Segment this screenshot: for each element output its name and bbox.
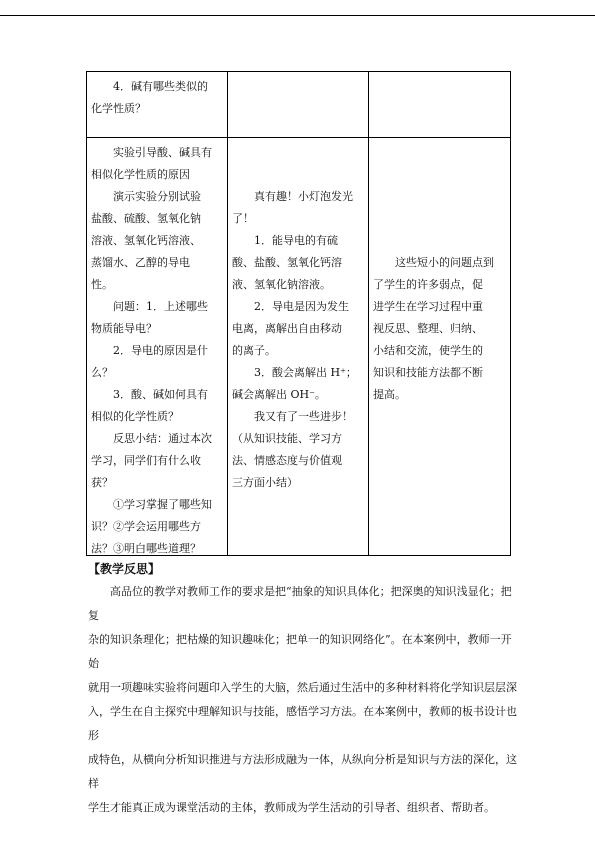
table-border-top (86, 71, 511, 72)
cell-line: 真有趣！小灯泡发光 (254, 190, 353, 203)
table-col-divider-2 (368, 71, 369, 556)
cell-line: 3．酸会离解出 H⁺； (254, 366, 357, 379)
cell-line: 性。 (91, 278, 113, 291)
cell-line: 的离子。 (232, 344, 276, 357)
cell-line: 酸、盐酸、氢氧化钙溶 (232, 256, 342, 269)
cell-line: 我又有了一些进步！ (254, 410, 353, 423)
cell-line: 相似化学性质的原因 (91, 168, 190, 181)
cell-line: 法、情感态度与价值观 (232, 454, 342, 467)
table-border-right (510, 71, 511, 556)
reflection-line: 入，学生在自主探究中理解知识与技能，感悟学习方法。在本案例中，教师的板书设计也形 (88, 705, 517, 742)
cell-line: 3．酸、碱如何具有 (113, 388, 208, 401)
table-row-divider (86, 137, 511, 138)
header-rule (0, 15, 595, 16)
cell-line: 提高。 (373, 388, 406, 401)
cell-line: 了学生的许多弱点，促 (373, 278, 483, 291)
cell-line: 4．碱有哪些类似的 (113, 80, 208, 93)
cell-line: 盐酸、硫酸、氢氧化钠 (91, 212, 201, 225)
row2-col3-cell (373, 252, 506, 406)
cell-line: 1．能导电的有硫 (254, 234, 338, 247)
cell-line: 了！ (232, 212, 254, 225)
reflection-heading: 【教学反思】 (88, 562, 161, 576)
row2-col2-cell (232, 186, 364, 494)
cell-line: 获？ (91, 476, 113, 489)
cell-line: 实验引导酸、碱具有 (113, 146, 212, 159)
cell-line: 法？③明白哪些道理？ (91, 542, 201, 555)
reflection-line: 杂的知识条理化；把枯燥的知识趣味化；把单一的知识网络化”。在本案例中，教师一开始 (88, 633, 512, 670)
cell-line: 进学生在学习过程中重 (373, 300, 483, 313)
cell-line: 物质能导电？ (91, 322, 157, 335)
row2-col1-cell (91, 142, 223, 560)
reflection-line: 学生才能真正成为课堂活动的主体，教师成为学生活动的引导者、组织者、帮助者。 (88, 801, 495, 814)
cell-line: 2．导电是因为发生 (254, 300, 349, 313)
row1-col1-cell (91, 76, 223, 120)
reflection-line: 成特色，从横向分析知识推进与方法形成融为一体，从纵向分析是知识与方法的深化，这样 (88, 753, 517, 790)
cell-line: 识？②学会运用哪些方 (91, 520, 201, 533)
cell-line: 液、氢氧化钠溶液。 (232, 278, 331, 291)
cell-line: 小结和交流，使学生的 (373, 344, 483, 357)
cell-line: 学习，同学们有什么收 (91, 454, 201, 467)
cell-line: 知识和技能方法都不断 (373, 366, 483, 379)
cell-line: 电离，离解出自由移动 (232, 322, 342, 335)
cell-line: 相似的化学性质？ (91, 410, 179, 423)
cell-line: 演示实验分别试验 (113, 190, 201, 203)
cell-line: （从知识技能、学习方 (232, 432, 342, 445)
cell-line: 化学性质？ (91, 102, 146, 115)
cell-line: 三方面小结） (232, 476, 298, 489)
cell-line: 溶液、氢氧化钙溶液、 (91, 234, 201, 247)
cell-line: 2．导电的原因是什 (113, 344, 208, 357)
cell-line: 反思小结：通过本次 (113, 432, 212, 445)
cell-line: 视反思、整理、归纳、 (373, 322, 483, 335)
table-border-left (86, 71, 87, 556)
cell-line: 碱会离解出 OH⁻。 (232, 388, 326, 401)
reflection-line: 高品位的教学对教师工作的要求是把“抽象的知识具体化；把深奥的知识浅显化；把复 (88, 585, 512, 622)
cell-line: 问题：1．上述哪些 (113, 300, 208, 313)
cell-line: 蒸馏水、乙醇的导电 (91, 256, 190, 269)
reflection-body (88, 580, 518, 820)
table-col-divider-1 (227, 71, 228, 556)
cell-line: 么？ (91, 366, 113, 379)
reflection-line: 就用一项趣味实验将问题印入学生的大脑，然后通过生活中的多种材料将化学知识层层深 (88, 681, 517, 694)
cell-line: 这些短小的问题点到 (395, 256, 494, 269)
cell-line: ①学习掌握了哪些知 (113, 498, 212, 511)
